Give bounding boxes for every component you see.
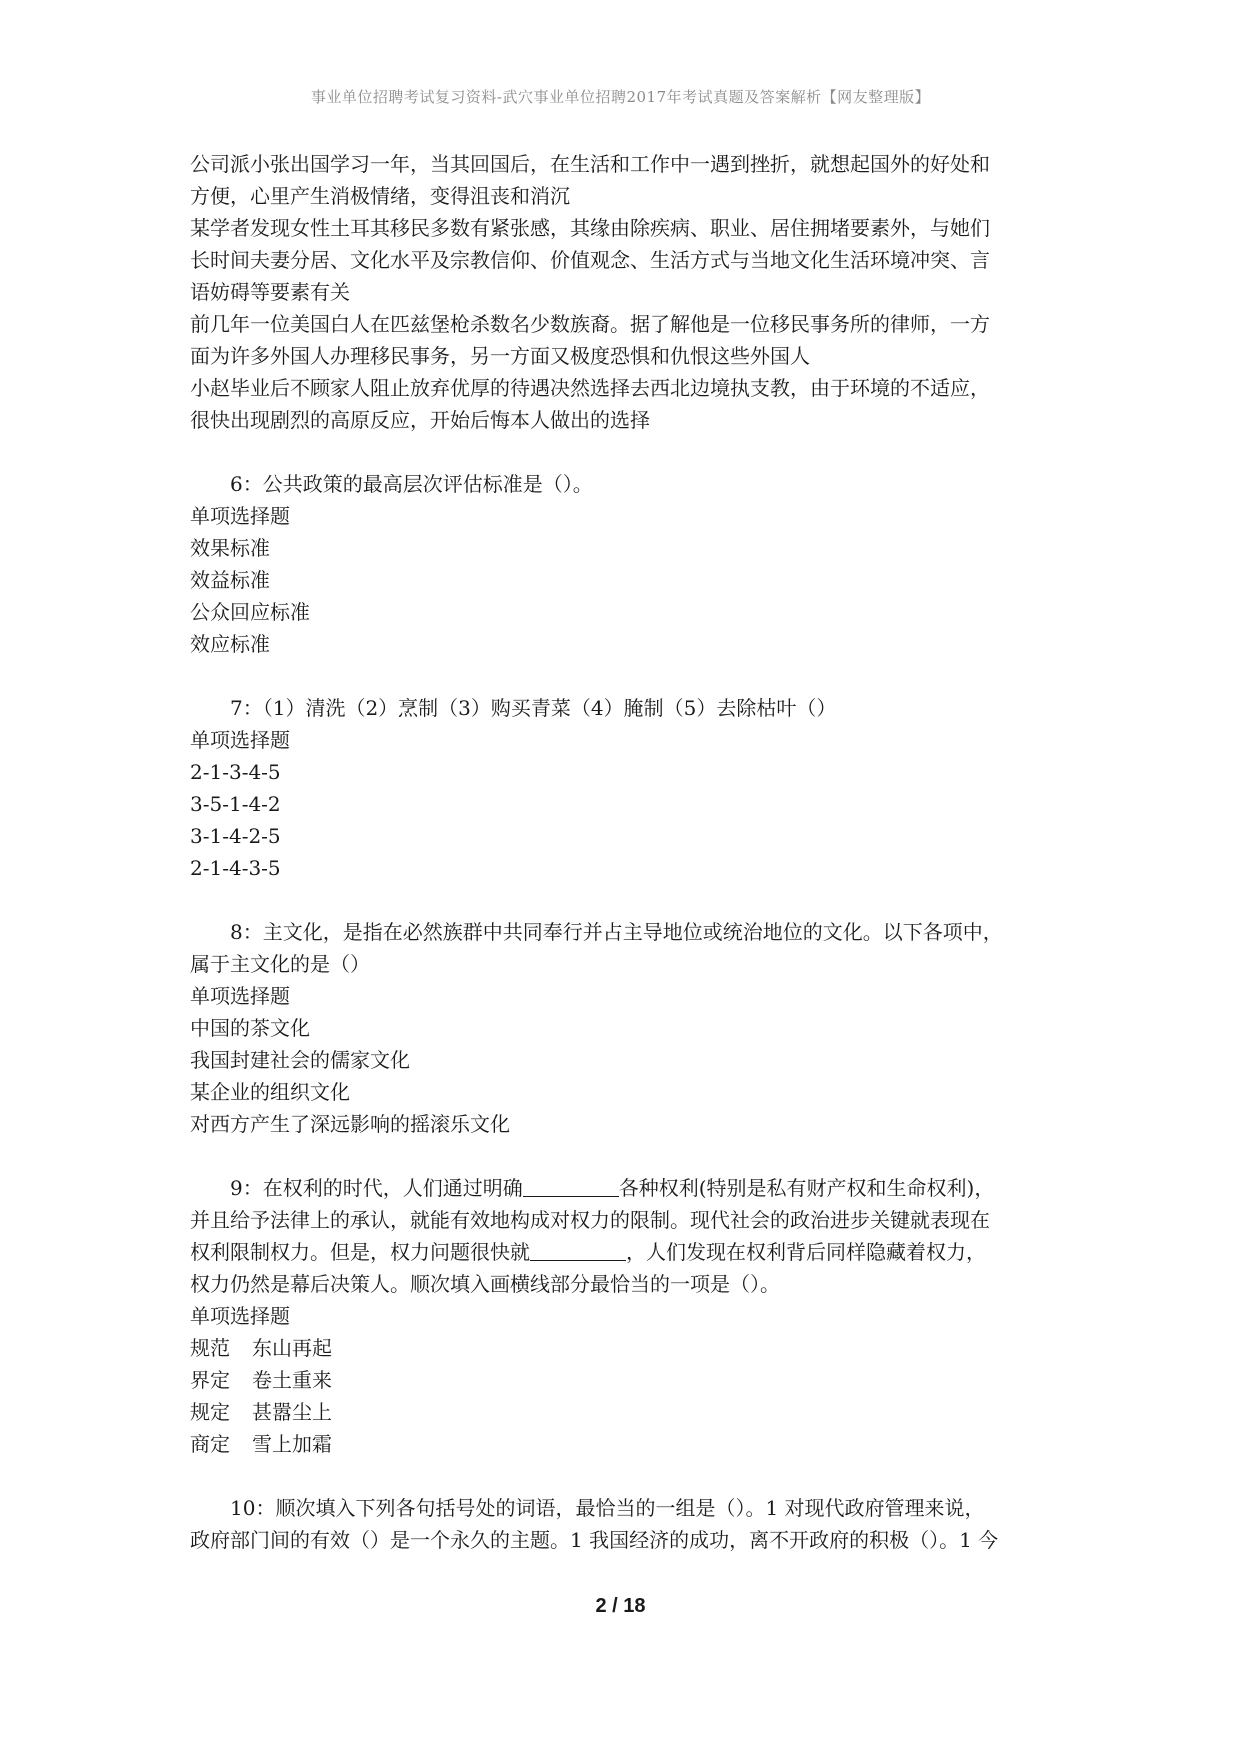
question-6 <box>190 468 1070 660</box>
option <box>190 1364 1070 1396</box>
question-text: 6：公共政策的最高层次评估标准是（）。 <box>230 472 593 496</box>
option <box>190 1332 1070 1364</box>
text-segment: 9：在权利的时代，人们通过明确 <box>230 1176 523 1200</box>
text-line: 面为许多外国人办理移民事务，另一方面又极度恐惧和仇恨这些外国人 <box>190 344 810 368</box>
page-number: 2 / 18 <box>595 1595 646 1617</box>
question-text-cont: 并且给予法律上的承认，就能有效地构成对权力的限制。现代社会的政治进步关键就表现在 <box>190 1208 990 1232</box>
text-line: 小赵毕业后不顾家人阻止放弃优厚的待遇决然选择去西北边境执支教，由于环境的不适应， <box>190 376 990 400</box>
text-segment: 各种权利(特别是私有财产权和生命权利)， <box>618 1176 995 1200</box>
question-text: 8：主文化，是指在必然族群中共同奉行并占主导地位或统治地位的文化。以下各项中， <box>230 920 1003 944</box>
option: 中国的茶文化 <box>190 1016 310 1040</box>
option-word-a: 规范 <box>190 1336 230 1360</box>
option-word-b: 雪上加霜 <box>252 1432 332 1456</box>
text-line: 语妨碍等要素有关 <box>190 280 350 304</box>
text-line: 某学者发现女性土耳其移民多数有紧张感，其缘由除疾病、职业、居住拥堵要素外，与她们 <box>190 216 990 240</box>
option: 对西方产生了深远影响的摇滚乐文化 <box>190 1112 510 1136</box>
option-word-b: 东山再起 <box>252 1336 332 1360</box>
question-8 <box>190 916 1070 1140</box>
option-word-a: 商定 <box>190 1432 230 1456</box>
question-type: 单项选择题 <box>190 1304 290 1328</box>
option: 我国封建社会的儒家文化 <box>190 1048 410 1072</box>
text-segment: ，人们发现在权利背后同样隐藏着权力， <box>626 1240 986 1264</box>
option: 效应标准 <box>190 632 270 656</box>
question-text-cont: 权力仍然是幕后决策人。顺次填入画横线部分最恰当的一项是（）。 <box>190 1272 780 1296</box>
question-type: 单项选择题 <box>190 984 290 1008</box>
text-line: 公司派小张出国学习一年，当其回国后，在生活和工作中一遇到挫折，就想起国外的好处和 <box>190 152 990 176</box>
question-text-cont <box>190 1236 1070 1268</box>
option <box>190 1428 1070 1460</box>
question-9 <box>190 1172 1070 1460</box>
fill-blank <box>523 1174 619 1197</box>
option-word-b: 甚嚣尘上 <box>252 1400 332 1424</box>
text-line: 前几年一位美国白人在匹兹堡枪杀数名少数族裔。据了解他是一位移民事务所的律师，一方 <box>190 312 990 336</box>
fill-blank <box>530 1238 626 1261</box>
option-word-b: 卷土重来 <box>252 1368 332 1392</box>
intro-options <box>190 148 1070 436</box>
option-word-a: 规定 <box>190 1400 230 1424</box>
text-line: 方便，心里产生消极情绪，变得沮丧和消沉 <box>190 184 570 208</box>
text-line: 长时间夫妻分居、文化水平及宗教信仰、价值观念、生活方式与当地文化生活环境冲突、言 <box>190 248 990 272</box>
question-text: 10：顺次填入下列各句括号处的词语，最恰当的一组是（）。1 对现代政府管理来说， <box>230 1496 985 1520</box>
question-10 <box>190 1492 1070 1556</box>
question-type: 单项选择题 <box>190 728 290 752</box>
question-text-cont: 属于主文化的是（） <box>190 952 370 976</box>
question-7 <box>190 692 1070 884</box>
option: 3-5-1-4-2 <box>190 792 281 816</box>
question-type: 单项选择题 <box>190 504 290 528</box>
page-header: 事业单位招聘考试复习资料-武穴事业单位招聘2017年考试真题及答案解析【网友整理版】 <box>310 88 931 106</box>
question-text: 7：（1）清洗（2）烹制（3）购买青菜（4）腌制（5）去除枯叶（） <box>230 696 837 720</box>
option: 某企业的组织文化 <box>190 1080 350 1104</box>
option: 2-1-3-4-5 <box>190 760 281 784</box>
text-line: 很快出现剧烈的高原反应，开始后悔本人做出的选择 <box>190 408 650 432</box>
text-segment: 权利限制权力。但是，权力问题很快就 <box>190 1240 530 1264</box>
option: 3-1-4-2-5 <box>190 824 281 848</box>
question-text <box>190 1172 1070 1204</box>
option <box>190 1396 1070 1428</box>
document-body <box>190 148 1070 1556</box>
option: 效果标准 <box>190 536 270 560</box>
question-text-cont: 政府部门间的有效（）是一个永久的主题。1 我国经济的成功，离不开政府的积极（）。1 今 <box>190 1528 999 1552</box>
option: 公众回应标准 <box>190 600 310 624</box>
option-word-a: 界定 <box>190 1368 230 1392</box>
option: 2-1-4-3-5 <box>190 856 281 880</box>
option: 效益标准 <box>190 568 270 592</box>
